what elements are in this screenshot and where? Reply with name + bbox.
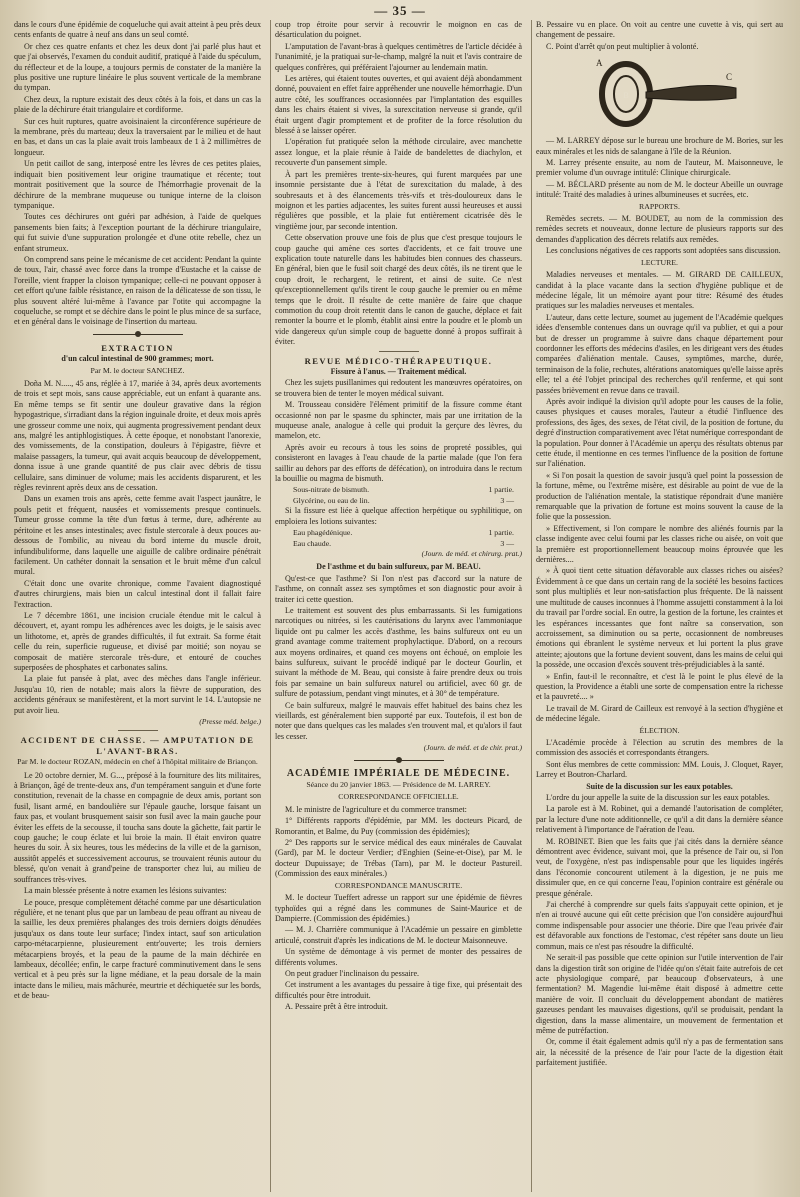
subsection-title: LECTURE.	[640, 257, 679, 267]
paragraph: Sur ces huit ruptures, quatre avoisinaient la circonférence supérieure de la membrane, près du marteau; deux la traversaient par le milieu et de haut en bas, et dans un cas la plaie avait trois lambeaux de 1 à 2 millimètres de longueur.	[14, 116, 261, 157]
formula-line	[275, 528, 522, 538]
paragraph: Or, comme il était également admis qu'il n'y a pas de fermentation sans air, la nécessité de la présence de l'air pour l'acte de la digestion était parfaitement justifiée.	[536, 1037, 783, 1068]
article-source: (Presse méd. belge.)	[199, 717, 261, 726]
pessary-illustration	[536, 54, 783, 132]
figure-label: B	[623, 91, 629, 101]
figure-label: A	[596, 58, 603, 69]
article-author: Par M. le docteur SANCHEZ.	[90, 365, 185, 375]
paragraph: M. ROBINET. Bien que les faits que j'ai cités dans la dernière séance démontrent avec évidence, suivant moi, que la présence de l'air ou, si l'on veut, de l'oxygène, n'est pas indispensable pour que les liquides ingérés dans l'économie concourent utilement à la digestion, je ne puis me dissimuler que, en ce qui concerne l'eau, l'opinion contraire est générale ou presque générale.	[536, 836, 783, 898]
subsection-title: ÉLECTION.	[639, 725, 680, 735]
paragraph: Sont élus membres de cette commission: MM. Louis, J. Cloquet, Rayer, Larrey et Boutron-Charlard.	[536, 759, 783, 780]
divider	[379, 351, 419, 352]
paragraph: 1° Différents rapports d'épidémie, par MM. les docteurs Picard, de Romorantin, et Balme, du Puy (commission des épidémies);	[275, 816, 522, 836]
paragraph: Le 7 décembre 1861, une incision cruciale étendue mit le calcul à découvert, et, ayant rompu les adhérences avec les doigts, je le saisis avec un lithotome, et, après de grandes difficultés, il fut extrait. Sa forme était celle du rein, superficie rugueuse, et divisé par moitié; son noyau se composait de matière stercorale très-dure, et entouré de couches superposées de phosphates et carbonates salins.	[14, 610, 261, 672]
formula-ingredient: Eau chaude.	[293, 538, 332, 548]
section-title-revue: REVUE MÉDICO-THÉRAPEUTIQUE.	[304, 355, 493, 366]
paragraph: La main blessée présente à notre examen les lésions suivantes:	[24, 886, 227, 896]
paragraph: À part les premières trente-six-heures, qui furent marquées par une insomnie persistante due à l'état de surexcitation du malade, à des soubresauts et à des élancements très-vifs et très-douloureux dans le moignon et les parties adjacentes, les suites furent aussi heureuses et aussi régulières que possible, et la plaie fut entièrement cicatrisée dès le vingtième jour, par seconde intention.	[275, 169, 522, 231]
paragraph: J'ai cherché à comprendre sur quels faits s'appuyait cette opinion, et je n'en ai trouvé aucune qui eût cette précision que l'on considère aujourd'hui comme indispensable pour associer une théorie. Dire que l'eau privée d'air est défavorable aux fonctions de l'estomac, c'est répéter sans doute un lieu commun, mais ce n'est pas résoudre la difficulté.	[536, 900, 783, 951]
paragraph: dans le cours d'une épidémie de coqueluche qui avait atteint à peu près deux cents enfants de quatre à neuf ans dans un seul comté.	[14, 20, 261, 40]
paragraph: coup trop étroite pour servir à recouvrir le moignon en cas de désarticulation du poignet.	[275, 20, 522, 40]
paragraph: Remèdes secrets. — M. BOUDET, au nom de la commission des remèdes secrets et nouveaux, donne lecture de plusieurs rapports sur des demandes d'application des décrets relatifs aux remèdes.	[536, 214, 783, 244]
paragraph: — M. LARREY dépose sur le bureau une brochure de M. Bories, sur les eaux minérales et les nids de salangane à l'île de la Réunion.	[536, 136, 783, 156]
paragraph: L'ordre du jour appelle la suite de la discussion sur les eaux potables.	[546, 793, 770, 802]
formula-quantity: 3 —	[500, 495, 514, 505]
paragraph: La plaie fut pansée à plat, avec des mèches dans l'angle inférieur. Jusqu'au 10, rien de notable; mais alors la fièvre de suppuration, des accidents généraux se manifestèrent, et la mort survint le 14. L'autopsie ne put avoir lieu.	[14, 674, 261, 715]
column-1	[14, 20, 261, 1192]
paragraph: C. Point d'arrêt qu'on peut multiplier à volonté.	[546, 41, 699, 51]
article-subtitle: d'un calcul intestinal de 900 grammes; mort.	[61, 354, 214, 364]
article-title-accident: ACCIDENT DE CHASSE. — AMPUTATION DE L'AVANT-BRAS.	[20, 735, 255, 756]
pessary-figure	[586, 54, 746, 132]
column-2	[270, 20, 522, 1192]
paragraph: Qu'est-ce que l'asthme? Si l'on n'est pas d'accord sur la nature de l'asthme, on connaît assez ses symptômes et son diagnostic pour avoir à traiter ici cette question.	[275, 573, 522, 604]
paragraph: Après avoir indiqué la division qu'il adopte pour les causes de la folie, causes physiques et causes morales, l'auteur a étudié l'influence des professions, des âges, des sexes, de l'état civil, de la position de fortune, du degré d'instruction comparativement avec l'état numérique correspondant de la population. Pour donner à l'Académie un aperçu des résultats obtenus par cette étude, il mentionne en ces termes l'influence de la position de fortune sur l'aliénation.	[536, 396, 783, 469]
formula-line	[275, 485, 522, 495]
paragraph: On peut graduer l'inclinaison du pessaire.	[285, 968, 420, 978]
seance-line: Séance du 20 janvier 1863. — Présidence de M. LARREY.	[306, 780, 491, 790]
paragraph: — M. J. Charrière communique à l'Académie un pessaire en gimblette articulé, construit d'après les indications de M. le docteur Maisonneuve.	[275, 925, 522, 945]
paragraph: Doña M. N....., 45 ans, réglée à 17, mariée à 34, après deux avortements de trois et sept mois, sans cause appréciable, eut un enfant à quarante ans. En même temps se fit sentir une douleur gravative dans la région hypogastrique, s'irradiant dans la région inguinale droite, et deux mois après une grosseur comme une noix, qui augmenta progressivement pendant deux ans, malgré les antiphlogistiques. À cette époque, et nonobstant l'anorexie, des vomissements, de la constipation, douleurs à l'épigastre, fièvre et malaise passagers, la tumeur, qui avait acquis beaucoup de développement, donna issue à une grande quantité de pus clair avec débris de tissu cellulaire, sans diminuer de volume; mais les accidents disparurent, et les règles revinrent après deux ans de cessation.	[14, 379, 261, 493]
paragraph: B. Pessaire vu en place. On voit au centre une cuvette à vis, qui sert au changement de pessaire.	[536, 20, 783, 40]
paragraph: » Enfin, faut-il le reconnaître, et c'est là le point le plus élevé de la question, la Providence a établi une sorte de compensation entre la richesse et la pauvreté.... »	[536, 671, 783, 702]
ornamental-rule	[354, 757, 444, 765]
formula-quantity: 3 —	[500, 538, 514, 548]
paragraph: M. le docteur Tueffert adresse un rapport sur une épidémie de fièvres typhoïdes qui a régné dans les communes de Saint-Maurice et de Dampierre. (Commission des épidémies.)	[275, 893, 522, 923]
paragraph: Chez deux, la rupture existait des deux côtés à la fois, et dans un cas la plaie de la déchirure était triangulaire et cordiforme.	[14, 94, 261, 115]
paragraph: M. Larrey présente ensuite, au nom de l'auteur, M. Maisonneuve, le premier volume d'un ouvrage intitulé: Clinique chirurgicale.	[536, 158, 783, 178]
paragraph: Cet instrument a les avantages du pessaire à tige fixe, qui présentait des difficultés pour être introduit.	[275, 980, 522, 1000]
divider	[118, 730, 158, 731]
paragraph: C'était donc une ovarite chronique, comme l'avaient diagnostiqué d'autres chirurgiens, mais bien un calcul intestinal dont il fallait faire l'extraction.	[14, 578, 261, 609]
paragraph: Les conclusions négatives de ces rapports sont adoptées sans discussion.	[546, 246, 781, 256]
paragraph: » À quoi tient cette situation défavorable aux classes riches ou aisées? Évidemment à ce que dans un certain rang de la société les besoins factices sont plus multipliés et leur non-satisfaction plus fréquente. De là naissent une multitude de causes inconnues à l'homme assujetti constamment à la loi du travail par l'ordre social. En outre, la gestion de la fortune, les craintes et les espérances incessantes que font naître sa conservation, son accroissement, sa diminution ou sa perte, occasionnent de nombreuses émotions qui ébranlent le système nerveux et lui portent la plus grave atteinte; ajoutons que la fortune devient souvent, dans les mains de celui qui la possède, une occasion d'excès souvent très-préjudiciables à la santé.	[536, 566, 783, 670]
paragraph: Ce bain sulfureux, malgré le mauvais effet habituel des bains chez les vieillards, est généralement bien supporté par eux. Toutefois, il est bon de noter que dans quelques cas les malades s'en trouvent mal, et qu'alors il faut les cesser.	[275, 700, 522, 741]
paragraph: Les artères, qui étaient toutes ouvertes, et qui avaient déjà abondamment donné, pouvaient en effet faire appréhender une nouvelle hémorrhagie. D'un autre côté, les souffrances occasionnées par l'implantation des esquilles dans les chairs étaient si vives, la surexcitation nerveuse si grande, qu'il était urgent d'agir promptement et de profiter de la force résolution du blessé à se laisser opérer.	[275, 74, 522, 136]
paragraph: L'opération fut pratiquée selon la méthode circulaire, avec manchette assez longue, et la plaie réunie à l'aide de bandelettes de diachylon, et recouverte d'un pansement simple.	[275, 137, 522, 168]
column-3	[531, 20, 783, 1192]
paragraph: Le travail de M. Girard de Cailleux est renvoyé à la section d'hygiène et de médecine légale.	[536, 703, 783, 724]
paragraph: Dans un examen trois ans après, cette femme avait l'aspect jaunâtre, le pouls petit et fréquent, nausées et vomissements presque continuels. Tumeur grosse comme la tête d'un fœtus à terme, dure, adhérente au péritoine et les anses intestinales; avec fistule stercorale à deux pouces au-dessous de l'ombilic, au niveau du bord interne du muscle droit, infundibuliforme, dans laquelle une aiguille de calibre ordinaire pénétrait facilement. Un cathéter donnait la sensation et le bruit même d'un calcul mural.	[14, 494, 261, 577]
article-source: (Journ. de méd. et chirurg. prat.)	[421, 548, 522, 558]
formula-ingredient: Sous-nitrate de bismuth.	[293, 485, 370, 495]
subsection-title: Suite de la discussion sur les eaux potables.	[586, 781, 733, 791]
paragraph: Un petit caillot de sang, interposé entre les lèvres de ces petites plaies, indiquait bien positivement leur origine traumatique et récente; tout montrait positivement que la source de l'hémorrhagie provenait de la déchirure de la membrane muqueuse ou tunique interne de la cloison tympanique.	[14, 159, 261, 210]
section-title-academie: ACADÉMIE IMPÉRIALE DE MÉDECINE.	[286, 767, 511, 779]
formula-line	[275, 539, 522, 549]
article-author: Par M. le docteur ROZAN, médecin en chef à l'hôpital militaire de Briançon.	[17, 757, 258, 767]
paragraph: L'amputation de l'avant-bras à quelques centimètres de l'article décidée à l'unanimité, je la pratiquai sur-le-champ, malgré la nuit et l'avis contraire de quelques confrères, qui préféraient l'ajourner au lendemain matin.	[275, 41, 522, 72]
paragraph: On comprend sans peine le mécanisme de cet accident: Pendant la quinte de toux, l'air, chassé avec force dans la trompe d'Eustache et la caisse de l'oreille, vient frapper la cloison tympanique; celle-ci ne pouvant opposer à cet effort qu'une faible résistance, en raison de la délicatesse de son tissu, le plus souvent altéré lui-même à l'avance par l'otite qui accompagne la coqueluche, se rompt et se déchire dans le point le plus mince de sa surface, et en général dans le voisinage de l'insertion du marteau.	[14, 254, 261, 327]
paragraph: A. Pessaire prêt à être introduit.	[285, 1002, 388, 1012]
formula-line	[275, 496, 522, 506]
figure-label: C	[726, 72, 733, 83]
paragraph: M. le ministre de l'agriculture et du commerce transmet:	[285, 804, 467, 814]
paragraph: » Effectivement, si l'on compare le nombre des aliénés fournis par la classe indigente avec celui fourni par les classes riche ou aisée, on voit que la première est proportionnellement beaucoup moins éprouvée que les dernières....	[536, 523, 783, 565]
paragraph: Chez les sujets pusillanimes qui redoutent les manœuvres opératoires, on se trouvera bien de tenter le moyen médical suivant.	[275, 378, 522, 398]
subsection-title: CORRESPONDANCE MANUSCRITE.	[334, 880, 463, 890]
paragraph: Le traitement est souvent des plus embarrassants. Si les fumigations narcotiques ou nitrées, si les cautérisations du larynx avec l'ammoniaque liquide ont pu calmer les accès d'asthme, les bains sulfureux ont eu un grand avantage comme traitement prophylactique. D'abord, on a recours aux moyens ordinaires, et quand ces moyens ont échoué, on emploie les bains sulfureux, suivant le procédé indiqué par le docteur Gourlin, et suivant la méthode de M. Beau, qui consiste à faire prendre deux ou trois fois par semaine un bain sulfureux naturel ou artificiel, avec 60 gr. de sulfure de potassium, pendant vingt minutes, et à 30° de température.	[275, 605, 522, 699]
paragraph: Le pouce, presque complètement détaché comme par une désarticulation régulière, et ne tenant plus que par un lambeau de peau offrant au niveau de la saillie, les deux premières phalanges des trois derniers doigts dénudées jusqu'aux os dans toute leur surface; l'index intact, sauf son articulation carpo-métacarpienne, plusieurement entr'ouverte; les trois derniers métacarpiens broyés, et la peau de la paume de la main déchirée en lambeaux, décollée; enfin, le carpe fracturé comminutivement dans le sens vertical et à peu près sur la ligne médiane, et la peau dorsale de la main intacte dans le milieu, mais mâchurée, meurtrie et déchiquetée sur les bords, et de beau-	[14, 897, 261, 1001]
article-title-asthme: De l'asthme et du bain sulfureux, par M. BEAU.	[316, 562, 481, 572]
formula-ingredient: Eau phagédénique.	[293, 528, 353, 538]
paragraph: Maladies nerveuses et mentales. — M. GIRARD DE CAILLEUX, candidat à la place vacante dans la section d'hygiène publique et de médecine légale, lit un mémoire ayant pour titre: Résumé des études pratiques sur les maladies nerveuses et mentales.	[536, 270, 783, 311]
paragraph: Le 20 octobre dernier, M. G..., préposé à la fourniture des lits militaires, à Briançon, âgé de trente-deux ans, d'un tempérament sanguin et d'une forte constitution, revenait de la chasse en compagnie de deux amis, portant son fusil, lisant armé, en bandoulière sur l'épaule gauche, lorsque faisant un faux pas, et voulant brusquement saisir son fusil avec la main gauche pour éviter les effets de la secousse, il toucha sans doute la gâchette, fait partir le coup gauche; le coup éclate et lui broie la main. Il était environ quatre heures du soir. À six heures, tous les médecins de la ville et de la garnison, aussitôt appelés et successivement accourus, se trouvaient réunis autour du blessé, qu'on venait à grand'peine de transporter chez lui, au milieu de souffrances très-vives.	[14, 770, 261, 884]
subsection-title: CORRESPONDANCE OFFICIELLE.	[338, 792, 459, 802]
paragraph: L'auteur, dans cette lecture, soumet au jugement de l'Académie quelques idées d'ensemble contenues dans un ouvrage qu'il va publier, et qui a pour but de dresser un programme à suivre dans chaque département pour coordonner les efforts des médecins d'asiles, en les dirigeant vers des études comparées d'aliénation mentale. Causes, symptômes, marche, durée, terminaison de la folie, rechutes, altérations anatomiques qu'elle laisse après elle; tel a été l'objet principal des recherches qu'il renferme, et qui sont passées brièvement en revue dans ce travail.	[536, 312, 783, 395]
paragraph: M. Trousseau considère l'élément primitif de la fissure comme étant occasionné non par le spasme du sphincter, mais par une irritation de la muqueuse anale, analogue à celle qui produit la gerçure des lèvres, du mamelon, etc.	[275, 400, 522, 441]
formula-quantity: 1 partie.	[488, 528, 514, 538]
paragraph: Après avoir eu recours à tous les soins de propreté possibles, qui consisteront en lavages à l'eau chaude de la partie malade (que l'on fera saillir au dehors par des efforts de défécation), on introduira dans le rectum la bouillie ou magma de bismuth.	[275, 442, 522, 484]
paragraph: Si la fissure est liée à quelque affection herpétique ou syphilitique, on emploiera les lotions suivantes:	[275, 506, 522, 526]
paragraph: La parole est à M. Robinet, qui a demandé l'autorisation de compléter, par la lecture d'une note additionnelle, ce qu'il a dit dans la dernière séance relativement à l'importance de l'aération de l'eau.	[536, 804, 783, 835]
formula-quantity: 1 partie.	[488, 485, 514, 495]
paragraph: L'Académie procède à l'élection au scrutin des membres de la commission des associés et correspondants étrangers.	[536, 737, 783, 758]
paragraph: Ne serait-il pas possible que cette opinion sur l'utile intervention de l'air dans la digestion tirât son origine de l'idée qu'on s'était faite autrefois de cet acte physiologique comparé, par beaucoup d'observateurs, à une fermentation? M. Magendie lui-même était disposé à admettre cette manière de voir. Il concluait du développement abondant de matières gazeuses pendant les mauvaises digestions, qu'il se produisait, pendant la digestion, dans la masse alimentaire, un mouvement de fermentation et même de putréfaction.	[536, 953, 783, 1035]
article-source: (Journ. de méd. et de chir. prat.)	[423, 743, 522, 753]
paragraph: Cette observation prouve une fois de plus que c'est presque toujours le coup gauche qui amène ces sortes d'accidents, et ce fait trouve une explication toute naturelle dans les habitudes bien connues des chasseurs. En général, bien que le fusil soit chargé des deux côtés, ils ne tirent que le coup droit, le rechargent, le retirent, et ainsi de suite. Ce n'est qu'exceptionnellement qu'ils tirent le coup gauche le premier ou en même temps que le droit. Il résulte de cette manière de faire que chaque commotion du coup droit retentit dans le canon de gauche, déplace et fait remonter la bourre et le plomb, établit ainsi entre la poudre et le plomb un vide dangereux qu'un simple coup de baguette donné à propos suffirait à éviter.	[275, 233, 522, 347]
paragraph: — M. BÉCLARD présente au nom de M. le docteur Abeille un ouvrage intitulé: Traité des maladies à urines albumineuses et sucrées, etc.	[536, 179, 783, 200]
paragraph: 2° Des rapports sur le service médical des eaux minérales de Cauvalat (Gard), par M. le docteur Verdier; d'Enghien (Seine-et-Oise), par M. le docteur Dupuissaye; de Trébas (Tarn), par M. le docteur Pastureil. (Commission des eaux minérales.)	[275, 838, 522, 879]
article-title-extraction: EXTRACTION	[101, 342, 174, 353]
columns	[14, 20, 786, 1192]
ornamental-rule	[93, 331, 183, 339]
paragraph: Toutes ces déchirures ont guéri par adhésion, à l'aide de quelques pansements bien faits; à l'exception pourtant de la déchirure triangulaire, qui fut suivie d'une suppuration prolongée et d'une otite rebelle, chez un enfant strumeux.	[14, 212, 261, 253]
page-number: — 35 —	[374, 3, 426, 18]
article-title-fissure: Fissure à l'anus. — Traitement médical.	[330, 367, 467, 376]
formula-ingredient: Glycérine, ou eau de lin.	[293, 495, 370, 505]
paragraph: « Si l'on posait la question de savoir jusqu'à quel point la possession de la fortune, même, ou l'extrême misère, est désirable au point de vue de la production de l'aliénation mentale, la statistique répondrait d'une manière remarquable que la privation de fortune est moins souvent la cause de la folie que la possession.	[536, 470, 783, 522]
paragraph: Un système de démontage à vis permet de monter des pessaires de différents volumes.	[275, 947, 522, 967]
subsection-title: RAPPORTS.	[639, 201, 680, 211]
paragraph: Or chez ces quatre enfants et chez les deux dont j'ai parlé plus haut et que j'ai observés, l'examen du conduit auditif, pratiqué à l'aide du spéculum, du réflecteur et de la loupe, a toujours permis de constater de la manière la plus positive une rupture linéaire le plus souvent verticale de la membrane du tympan.	[14, 41, 261, 93]
